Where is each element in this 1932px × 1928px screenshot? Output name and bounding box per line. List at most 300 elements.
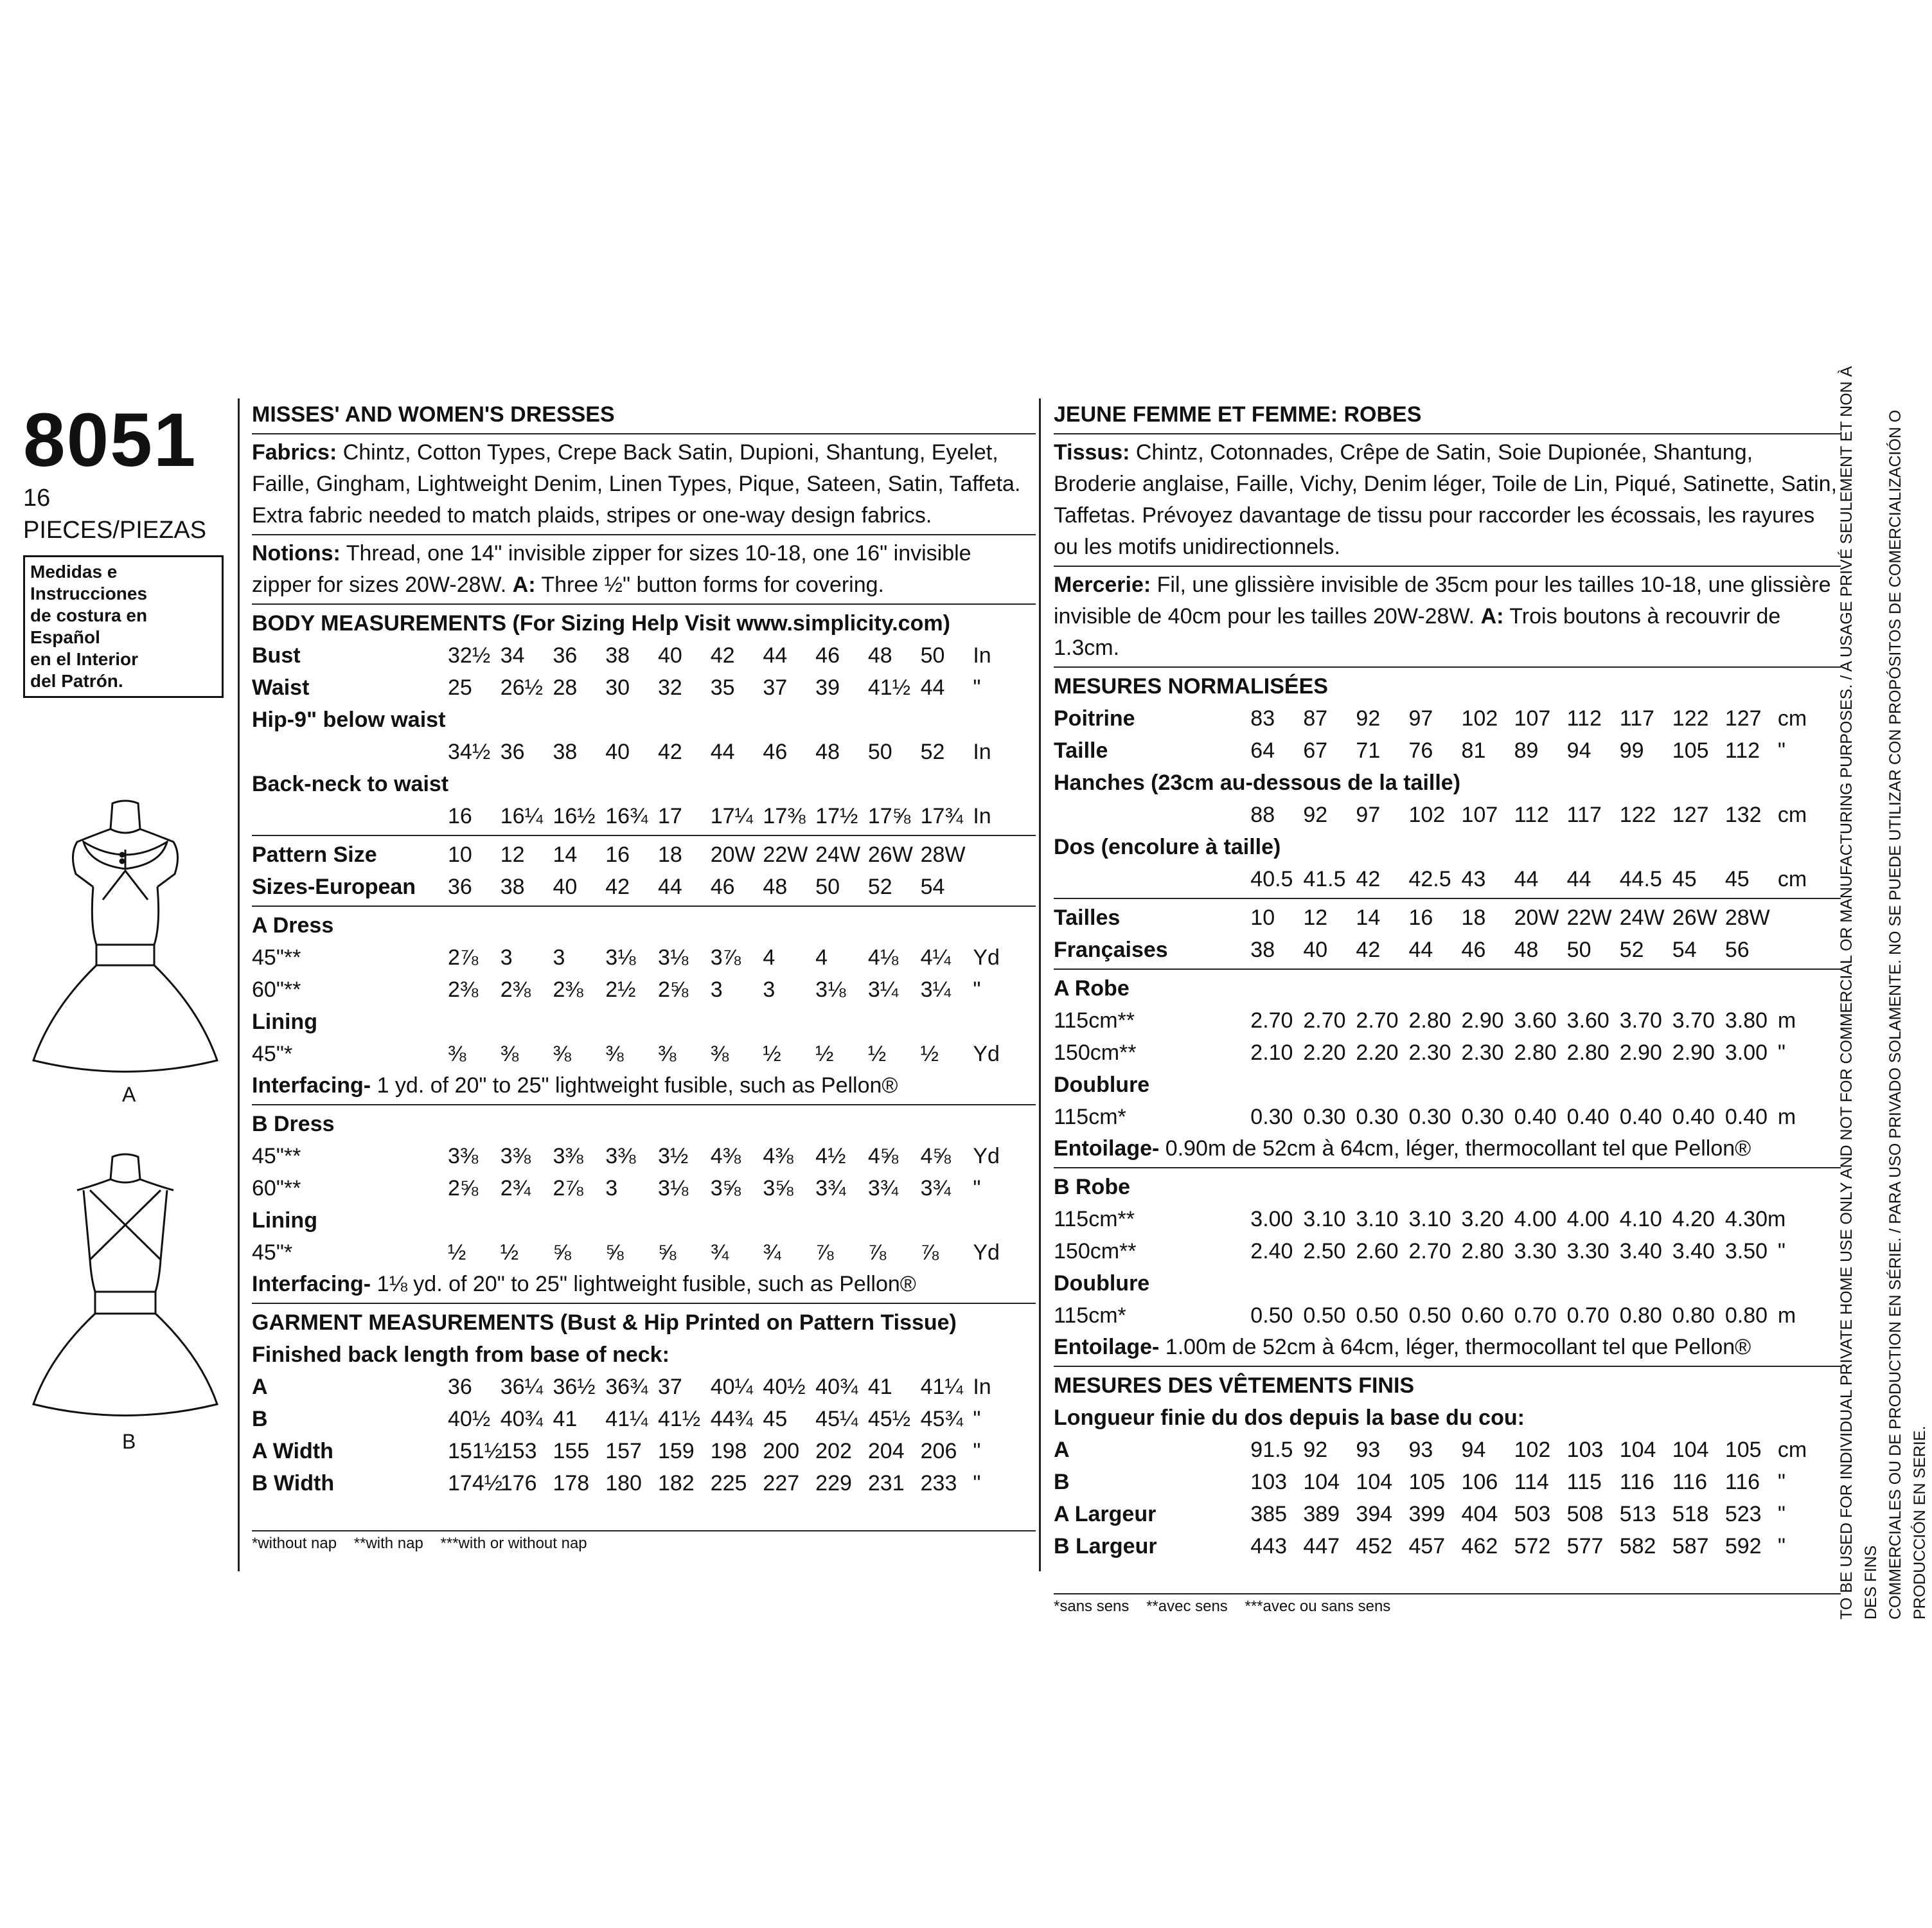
size-value: 50 — [920, 643, 945, 668]
size-value: 40½ — [763, 1375, 806, 1399]
size-value: 0.30 — [1303, 1105, 1346, 1129]
size-value: 36¾ — [605, 1375, 648, 1399]
unit-label: " — [1777, 1502, 1786, 1526]
size-value: 4⅜ — [710, 1144, 741, 1168]
size-value: 233 — [920, 1471, 957, 1495]
unit-label: " — [1777, 738, 1786, 763]
size-value: 103 — [1250, 1470, 1288, 1494]
spanish-note-box — [23, 555, 224, 698]
row-label: Hip-9" below waist — [252, 708, 446, 732]
size-value: 582 — [1619, 1534, 1656, 1558]
size-value: 114 — [1514, 1470, 1549, 1494]
size-value: 22W — [763, 843, 808, 867]
size-value: ½ — [867, 1042, 887, 1066]
size-value: 40 — [553, 875, 578, 899]
table-row — [1054, 934, 1841, 966]
size-value: 44 — [657, 875, 682, 899]
size-value: 178 — [553, 1471, 590, 1495]
size-value: 157 — [605, 1439, 642, 1463]
size-value: 572 — [1514, 1534, 1551, 1558]
size-value: 18 — [657, 843, 682, 867]
size-value: 107 — [1514, 706, 1551, 731]
unit-label: cm — [1777, 1438, 1807, 1462]
interfacing-a-paragraph — [1054, 1133, 1841, 1165]
size-value: ⅜ — [500, 1042, 519, 1066]
table-row — [252, 800, 1036, 832]
row-label: B — [1054, 1470, 1070, 1494]
size-value: 0.30 — [1461, 1105, 1504, 1129]
size-value: 2.80 — [1408, 1008, 1451, 1033]
size-value: 28W — [920, 843, 966, 867]
divider — [1054, 666, 1841, 668]
size-value: 104 — [1303, 1470, 1340, 1494]
size-value: 38 — [500, 875, 525, 899]
table-row — [1054, 1530, 1841, 1562]
table-row — [1054, 1203, 1841, 1235]
table-row — [1054, 1267, 1841, 1299]
notions-label: Mercerie: — [1054, 573, 1151, 597]
body-measurements-title: MESURES NORMALISÉES — [1054, 674, 1328, 699]
divider — [1054, 1366, 1841, 1367]
size-value: 180 — [605, 1471, 642, 1495]
size-value: 94 — [1566, 738, 1591, 763]
size-value: 36 — [500, 740, 525, 764]
size-value: 36½ — [553, 1375, 596, 1399]
divider — [252, 1530, 1036, 1531]
size-value: ⅜ — [710, 1042, 729, 1066]
size-value: 102 — [1461, 706, 1498, 731]
table-row — [252, 1172, 1036, 1204]
interfacing-b-paragraph — [252, 1269, 1036, 1300]
divider — [252, 534, 1036, 535]
size-value: 503 — [1514, 1502, 1551, 1526]
size-value: ⅜ — [553, 1042, 571, 1066]
unit-label — [1778, 934, 1841, 966]
size-value: 42 — [605, 875, 630, 899]
row-label — [1054, 799, 1250, 831]
row-label: Sizes-European — [252, 875, 416, 899]
unit-label: m — [1777, 1303, 1796, 1328]
size-value: 231 — [867, 1471, 905, 1495]
size-value: 45¾ — [920, 1407, 963, 1431]
size-value: 22W — [1566, 906, 1612, 930]
size-value: 40 — [605, 740, 630, 764]
size-value: ⅝ — [553, 1240, 571, 1265]
size-value: 103 — [1566, 1438, 1604, 1462]
row-label: 45"* — [252, 1240, 293, 1265]
fabrics-text: Chintz, Cotton Types, Crepe Back Satin, Dupioni, Shantung, Eyelet, Faille, Gingham, Lightweight Denim, Linen Types, Pique, Sateen, Satin, Taffeta. Extra fabric needed to match plaids, stripes or one-way design fabrics. — [252, 440, 1021, 528]
size-value: 99 — [1619, 738, 1644, 763]
size-value: ⅞ — [815, 1240, 834, 1265]
table-row — [1054, 1069, 1841, 1101]
size-value: 2⅝ — [657, 977, 689, 1002]
size-value: 44 — [763, 643, 788, 668]
interfacing-text: 1⅛ yd. of 20" to 25" lightweight fusible, such as Pellon® — [371, 1272, 916, 1296]
interfacing-text: 1.00m de 52cm à 64cm, léger, thermocollant tel que Pellon® — [1159, 1335, 1751, 1359]
size-value: 0.50 — [1303, 1303, 1346, 1328]
size-value: 127 — [1672, 803, 1709, 827]
size-value: 447 — [1303, 1534, 1340, 1558]
table-row — [252, 1038, 1036, 1070]
table-row — [1054, 1004, 1841, 1037]
size-value: 202 — [815, 1439, 852, 1463]
table-row — [252, 736, 1036, 768]
size-value: 10 — [1250, 906, 1275, 930]
notions-a-label: A: — [1480, 604, 1504, 629]
size-value: 10 — [448, 843, 472, 867]
size-value: 26W — [1672, 906, 1717, 930]
size-value: 48 — [867, 643, 892, 668]
size-value: 3.60 — [1514, 1008, 1557, 1033]
size-value: 3 — [500, 945, 513, 970]
size-value: 44.5 — [1619, 867, 1662, 891]
garment-measurements-subtitle: Longueur finie du dos depuis la base du cou: — [1054, 1406, 1525, 1430]
size-value: ¾ — [763, 1240, 781, 1265]
size-value: 174½ — [448, 1471, 503, 1495]
size-value: 16 — [1408, 906, 1433, 930]
size-value: 4 — [815, 945, 828, 970]
size-value: 159 — [657, 1439, 695, 1463]
size-value: 41¼ — [920, 1375, 963, 1399]
pattern-header — [23, 398, 229, 698]
size-value: 3.10 — [1356, 1207, 1399, 1231]
row-label: A — [252, 1375, 268, 1399]
table-row — [252, 1435, 1036, 1467]
size-value: 4.20 — [1672, 1207, 1715, 1231]
row-label: 115cm** — [1054, 1207, 1135, 1231]
size-value: 0.80 — [1672, 1303, 1715, 1328]
size-value: 0.80 — [1724, 1303, 1768, 1328]
unit-label: In — [973, 1375, 991, 1399]
size-value: 2.70 — [1356, 1008, 1399, 1033]
size-value: 3.10 — [1408, 1207, 1451, 1231]
row-label — [252, 800, 448, 832]
size-value: 45 — [1672, 867, 1697, 891]
size-value: 44 — [1566, 867, 1591, 891]
table-row — [252, 1108, 1036, 1140]
unit-label: In — [973, 643, 991, 668]
table-row — [252, 909, 1036, 942]
size-value: 17⅜ — [763, 804, 806, 828]
size-value: 105 — [1672, 738, 1709, 763]
size-value: 45½ — [867, 1407, 911, 1431]
row-label: 45"** — [252, 945, 301, 970]
size-value: 44 — [920, 675, 945, 700]
row-label: Lining — [252, 1010, 317, 1034]
column-divider — [1039, 398, 1041, 1571]
size-value: 92 — [1303, 1438, 1328, 1462]
size-value: 17⅝ — [867, 804, 911, 828]
row-label: 150cm** — [1054, 1040, 1137, 1065]
interfacing-label: Interfacing- — [252, 1073, 371, 1098]
size-value: 18 — [1461, 906, 1486, 930]
size-value: 2.20 — [1356, 1040, 1399, 1065]
row-label: B Robe — [1054, 1175, 1130, 1199]
size-value: 198 — [710, 1439, 747, 1463]
size-value: 452 — [1356, 1534, 1393, 1558]
size-value: 24W — [1619, 906, 1665, 930]
unit-label: " — [973, 675, 981, 700]
divider — [1054, 968, 1841, 970]
size-value: 41.5 — [1303, 867, 1346, 891]
size-value: 3⅜ — [448, 1144, 479, 1168]
size-value: 2¾ — [500, 1176, 531, 1201]
size-value: 3⅛ — [605, 945, 636, 970]
table-row — [252, 1467, 1036, 1499]
size-value: 0.50 — [1356, 1303, 1399, 1328]
size-value: 4.00 — [1514, 1207, 1557, 1231]
size-value: 36 — [553, 643, 578, 668]
size-value: 87 — [1303, 706, 1328, 731]
size-value: 0.60 — [1461, 1303, 1504, 1328]
table-row — [1054, 1171, 1841, 1203]
table-row — [252, 704, 1036, 736]
row-label: 115cm** — [1054, 1008, 1135, 1033]
pattern-number: 8051 — [23, 398, 197, 483]
size-value: 0.40 — [1566, 1105, 1609, 1129]
size-value: 229 — [815, 1471, 852, 1495]
size-value: 64 — [1250, 738, 1275, 763]
figure-b-label: B — [122, 1430, 136, 1453]
table-row — [252, 672, 1036, 704]
size-value: 45¼ — [815, 1407, 858, 1431]
size-value: 88 — [1250, 803, 1275, 827]
size-value: ⅜ — [657, 1042, 677, 1066]
size-value: 26W — [867, 843, 913, 867]
unit-label: " — [973, 1439, 981, 1463]
legal-notice-text — [1834, 360, 1932, 1620]
unit-label: m — [1777, 1008, 1796, 1033]
size-value: 127 — [1724, 706, 1762, 731]
row-label: Doublure — [1054, 1271, 1150, 1296]
size-value: 40½ — [448, 1407, 491, 1431]
interfacing-text: 1 yd. of 20" to 25" lightweight fusible, such as Pellon® — [371, 1073, 898, 1098]
size-value: ½ — [815, 1042, 834, 1066]
size-value: 443 — [1250, 1534, 1288, 1558]
size-value: ½ — [500, 1240, 519, 1265]
size-value: 0.40 — [1672, 1105, 1715, 1129]
size-value: 50 — [1566, 938, 1591, 962]
size-value: 40¾ — [500, 1407, 543, 1431]
size-value: 40.5 — [1250, 867, 1293, 891]
size-value: 2⅞ — [448, 945, 479, 970]
size-value: 117 — [1566, 803, 1602, 827]
garment-measurements-title: MESURES DES VÊTEMENTS FINIS — [1054, 1373, 1415, 1398]
table-row — [1054, 1299, 1841, 1332]
size-value: 3¾ — [815, 1176, 846, 1201]
french-column — [1054, 398, 1841, 1616]
size-value: 227 — [763, 1471, 800, 1495]
size-value: 0.40 — [1724, 1105, 1768, 1129]
size-value: 52 — [1619, 938, 1644, 962]
row-label: A Largeur — [1054, 1502, 1157, 1526]
size-value: 36 — [448, 875, 472, 899]
size-value: 48 — [763, 875, 788, 899]
size-value: 4¼ — [920, 945, 951, 970]
size-value: 46 — [815, 643, 840, 668]
notions-text: Thread, one 14" invisible zipper for sizes 10-18, one 16" invisible zipper for sizes 20W-28W. — [252, 541, 971, 597]
size-value: 3 — [553, 945, 565, 970]
size-value: 389 — [1303, 1502, 1340, 1526]
unit-label: " — [973, 977, 981, 1002]
column-divider — [238, 398, 240, 1571]
size-value: 4⅝ — [867, 1144, 899, 1168]
size-value: 0.80 — [1619, 1303, 1662, 1328]
size-value: 457 — [1408, 1534, 1446, 1558]
size-value: 104 — [1356, 1470, 1393, 1494]
size-value: 3⅞ — [710, 945, 741, 970]
size-value: 404 — [1461, 1502, 1498, 1526]
unit-label: Yd — [973, 1042, 1000, 1066]
row-label: 60"** — [252, 977, 301, 1002]
row-label: A — [1054, 1438, 1070, 1462]
size-value: 0.30 — [1250, 1105, 1293, 1129]
size-value: 81 — [1461, 738, 1486, 763]
size-value: 112 — [1724, 738, 1760, 763]
size-value: 102 — [1514, 1438, 1551, 1462]
size-value: 36 — [448, 1375, 472, 1399]
size-value: 3⅝ — [763, 1176, 793, 1201]
size-value: 513 — [1619, 1502, 1656, 1526]
row-label: Waist — [252, 675, 310, 700]
size-value: ½ — [448, 1240, 466, 1265]
size-value: 3 — [710, 977, 723, 1002]
size-value: 115 — [1566, 1470, 1602, 1494]
size-value: 394 — [1356, 1502, 1393, 1526]
size-value: 462 — [1461, 1534, 1498, 1558]
size-value: 3½ — [657, 1144, 689, 1168]
size-value: 35 — [710, 675, 735, 700]
row-label: A Width — [252, 1439, 333, 1463]
divider — [252, 835, 1036, 836]
garment-measurements-table — [1054, 1434, 1841, 1562]
size-value: 17 — [657, 804, 682, 828]
size-value: 0.30 — [1356, 1105, 1399, 1129]
size-value: 2⅜ — [553, 977, 583, 1002]
size-value: 93 — [1408, 1438, 1433, 1462]
size-value: 41½ — [867, 675, 911, 700]
divider — [1054, 1593, 1841, 1594]
table-row — [1054, 1466, 1841, 1498]
size-value: 4.10 — [1619, 1207, 1662, 1231]
unit-label: cm — [1777, 706, 1807, 731]
size-value: 16¾ — [605, 804, 648, 828]
nap-footnote: *sans sens **avec sens ***avec ou sans sens — [1054, 1598, 1391, 1615]
table-row — [1054, 1498, 1841, 1530]
size-value: 67 — [1303, 738, 1328, 763]
size-value: 116 — [1619, 1470, 1654, 1494]
size-value: 0.30 — [1408, 1105, 1451, 1129]
spanish-note-line: del Patrón. — [30, 671, 123, 691]
fabrics-label: Fabrics: — [252, 440, 337, 465]
size-value: 46 — [1461, 938, 1486, 962]
table-row — [252, 871, 1036, 903]
size-value: 97 — [1408, 706, 1433, 731]
size-value: 3¾ — [920, 1176, 951, 1201]
size-value: 3⅝ — [710, 1176, 741, 1201]
size-value: 3⅜ — [553, 1144, 583, 1168]
table-row — [1054, 735, 1841, 767]
size-value: 3⅛ — [657, 1176, 689, 1201]
size-value: 50 — [867, 740, 892, 764]
size-value: 54 — [920, 875, 945, 899]
section-title: JEUNE FEMME ET FEMME: ROBES — [1054, 402, 1422, 427]
size-value: ¾ — [710, 1240, 729, 1265]
size-value: 94 — [1461, 1438, 1486, 1462]
size-value: 112 — [1514, 803, 1549, 827]
size-value: 122 — [1672, 706, 1709, 731]
size-value: 4.00 — [1566, 1207, 1609, 1231]
size-value: 523 — [1724, 1502, 1762, 1526]
size-value: 39 — [815, 675, 840, 700]
size-value: 2.90 — [1461, 1008, 1504, 1033]
unit-label: " — [973, 1407, 981, 1431]
size-value: 2⅜ — [500, 977, 531, 1002]
size-value: 16¼ — [500, 804, 543, 828]
size-value: 41 — [867, 1375, 892, 1399]
size-value: 45 — [1724, 867, 1750, 891]
size-value: 116 — [1724, 1470, 1760, 1494]
legal-notice-line: COMMERCIALES OU DE PRODUCTION EN SÉRIE. / PARA USO PRIVADO SOLAMENTE. NO SE PUEDE UTILIZAR CON PROPÓSITOS DE COMERCIALIZACIÓN O PRODUCCIÓN EN SERIE. — [1886, 409, 1929, 1620]
size-value: 28 — [553, 675, 578, 700]
row-label: B Width — [252, 1471, 335, 1495]
size-value: 42 — [710, 643, 735, 668]
nap-footnote: *without nap **with nap ***with or without nap — [252, 1535, 587, 1552]
unit-label: Yd — [973, 1240, 1000, 1265]
fabrics-text: Chintz, Cotonnades, Crêpe de Satin, Soie Dupionée, Shantung, Broderie anglaise, Faille, Vichy, Denim léger, Toile de Lin, Piqué, Satinette, Satin, Taffetas. Prévoyez davantage de tissu pour raccorder les écossais, les rayures ou les motifs unidirectionnels. — [1054, 440, 1838, 559]
size-value: 3.30 — [1566, 1239, 1609, 1263]
divider — [252, 1104, 1036, 1105]
size-value: 48 — [815, 740, 840, 764]
garment-measurements-title: GARMENT MEASUREMENTS (Bust & Hip Printed on Pattern Tissue) — [252, 1310, 957, 1335]
dress-b-yardage-table — [252, 1108, 1036, 1269]
legal-notice-line: TO BE USED FOR INDIVIDUAL PRIVATE HOME USE ONLY AND NOT FOR COMMERCIAL OR MANUFACTURING PURPOSES. / A USAGE PRIVÉ SEULEMENT ET NON À DES FINS — [1838, 366, 1880, 1620]
dress-a-yardage-table — [252, 909, 1036, 1070]
size-value: 2.90 — [1619, 1040, 1662, 1065]
row-label: 150cm** — [1054, 1239, 1137, 1263]
table-row — [252, 639, 1036, 672]
unit-label: cm — [1777, 867, 1807, 891]
size-value: 44 — [1408, 938, 1433, 962]
size-value: 37 — [657, 1375, 682, 1399]
row-label: Poitrine — [1054, 706, 1135, 731]
size-value: 105 — [1724, 1438, 1762, 1462]
size-value: 116 — [1672, 1470, 1707, 1494]
size-value: 2.80 — [1566, 1040, 1609, 1065]
notions-a-label: A: — [512, 573, 536, 597]
size-value: 36¼ — [500, 1375, 543, 1399]
size-value: 132 — [1724, 803, 1762, 827]
size-value: 44¾ — [710, 1407, 753, 1431]
size-value: 3.70 — [1672, 1008, 1715, 1033]
size-value: 41¼ — [605, 1407, 648, 1431]
size-value: 587 — [1672, 1534, 1709, 1558]
size-value: 106 — [1461, 1470, 1498, 1494]
size-value: 4.30m — [1724, 1207, 1786, 1231]
size-value: 2.70 — [1250, 1008, 1293, 1033]
divider — [252, 906, 1036, 907]
size-value: 4⅛ — [867, 945, 899, 970]
size-value: 17¾ — [920, 804, 963, 828]
size-value: 92 — [1303, 803, 1328, 827]
size-value: 508 — [1566, 1502, 1604, 1526]
interfacing-label: Interfacing- — [252, 1272, 371, 1296]
size-value: 2.40 — [1250, 1239, 1293, 1263]
size-value: 3.40 — [1619, 1239, 1662, 1263]
divider — [1054, 898, 1841, 899]
unit-label: Yd — [973, 1144, 1000, 1168]
row-label: Back-neck to waist — [252, 772, 449, 796]
